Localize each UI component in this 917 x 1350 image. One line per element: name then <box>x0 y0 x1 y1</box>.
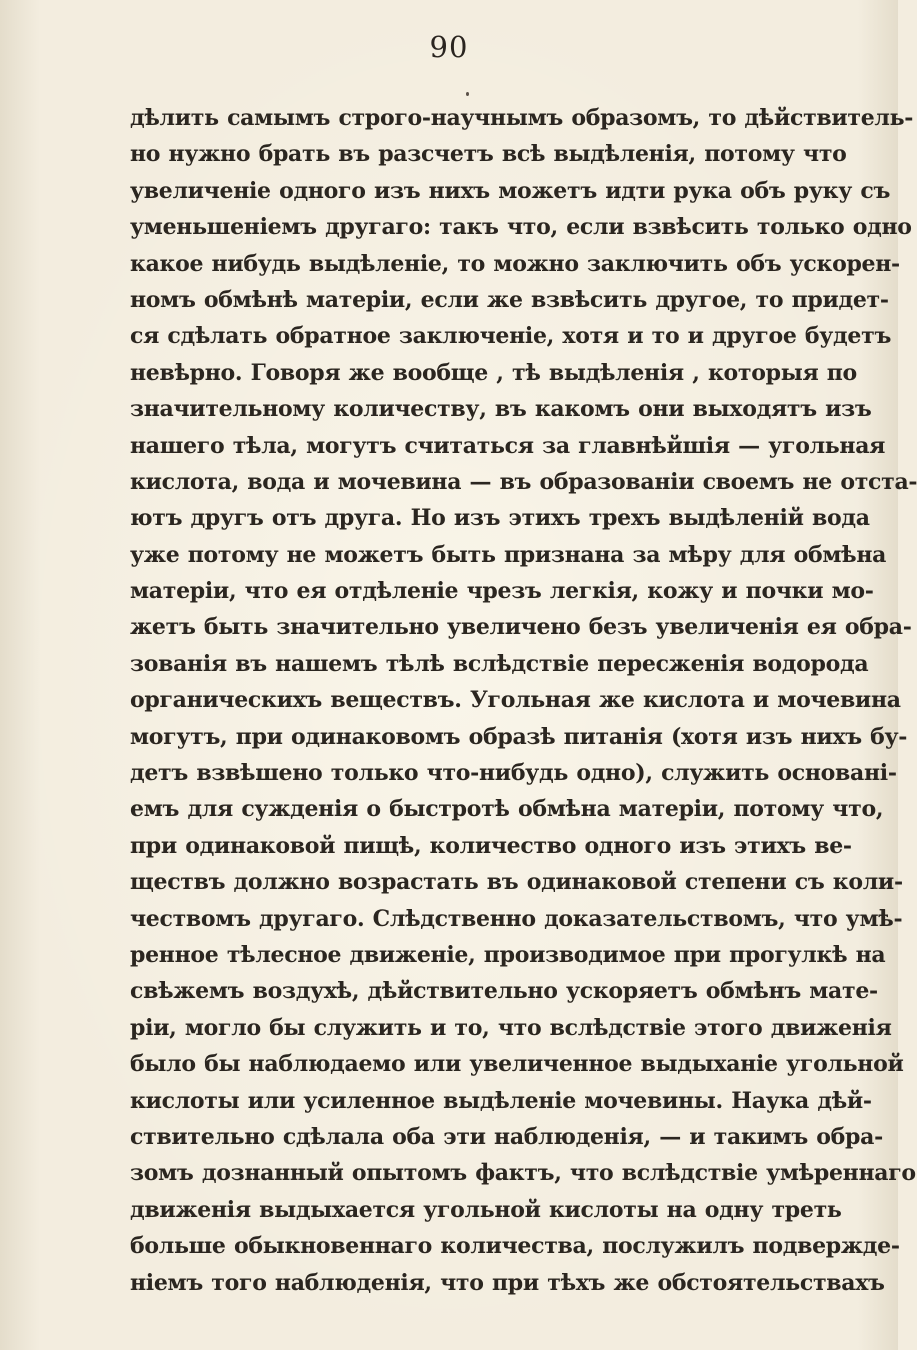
text-line: могутъ, при одинаковомъ образѣ питанія (хотя изъ нихъ бу- <box>130 723 908 750</box>
text-line: матеріи, что ея отдѣленіе чрезъ легкія, кожу и почки мо- <box>130 578 874 605</box>
text-line: свѣжемъ воздухѣ, дѣйствительно ускоряетъ обмѣнъ мате- <box>130 978 878 1005</box>
text-line: уже потому не можетъ быть признана за мѣру для обмѣна <box>130 541 887 568</box>
text-line: больше обыкновеннаго количества, послужилъ подвержде- <box>130 1233 900 1260</box>
text-line: зованія въ нашемъ тѣлѣ вслѣдствіе пересженія водорода <box>130 650 869 677</box>
text-line: ріи, могло бы служить и то, что вслѣдствіе этого движенія <box>130 1014 892 1041</box>
text-line: движенія выдыхается угольной кислоты на одну треть <box>130 1196 842 1223</box>
text-line: дѣлить самымъ строго-научнымъ образомъ, то дѣйствитель- <box>130 105 914 131</box>
text-line: жетъ быть значительно увеличено безъ увеличенія ея обра- <box>130 614 912 641</box>
text-line: кислота, вода и мочевина — въ образованіи своемъ не отста- <box>130 468 917 495</box>
text-line: ствительно сдѣлала оба эти наблюденія, — и такимъ обра- <box>130 1123 883 1150</box>
text-line: но нужно брать въ разсчетъ всѣ выдѣленія, потому что <box>130 141 847 168</box>
text-line: детъ взвѣшено только что-нибудь одно), служить основані- <box>130 760 897 787</box>
text-line: номъ обмѣнѣ матеріи, если же взвѣсить другое, то придет- <box>130 286 889 313</box>
text-line: ютъ другъ отъ друга. Но изъ этихъ трехъ выдѣленій вода <box>130 505 870 532</box>
page-number: 90 <box>429 30 469 64</box>
text-line: какое нибудь выдѣленіе, то можно заключить объ ускорен- <box>130 250 900 277</box>
text-line: ренное тѣлесное движеніе, производимое при прогулкѣ на <box>130 941 886 968</box>
print-speck <box>466 92 469 96</box>
text-line: органическихъ веществъ. Угольная же кислота и мочевина <box>130 687 901 714</box>
text-line: емъ для сужденія о быстротѣ обмѣна матеріи, потому что, <box>130 796 884 823</box>
text-line: кислоты или усиленное выдѣленіе мочевины. Наука дѣй- <box>130 1087 872 1114</box>
text-line: увеличеніе одного изъ нихъ можетъ идти рука объ руку съ <box>130 177 891 204</box>
text-line: ніемъ того наблюденія, что при тѣхъ же обстоятельствахъ <box>130 1269 885 1296</box>
text-line: чествомъ другаго. Слѣдственно доказательствомъ, что умѣ- <box>130 905 903 932</box>
body-text <box>130 100 917 1301</box>
text-line: при одинаковой пищѣ, количество одного изъ этихъ ве- <box>130 832 852 859</box>
text-line: зомъ дознанный опытомъ фактъ, что вслѣдствіе умѣреннаго <box>130 1160 916 1187</box>
text-line: ся сдѣлать обратное заключеніе, хотя и то и другое будетъ <box>130 323 892 350</box>
text-line: ществъ должно возрастать въ одинаковой степени съ коли- <box>130 869 903 896</box>
text-line: невѣрно. Говоря же вообще , тѣ выдѣленія , которыя по <box>130 359 857 386</box>
text-line: уменьшеніемъ другаго: такъ что, если взвѣсить только одно <box>130 214 912 241</box>
text-line: было бы наблюдаемо или увеличенное выдыханіе угольной <box>130 1051 904 1078</box>
text-line: значительному количеству, въ какомъ они выходятъ изъ <box>130 396 872 423</box>
text-line: нашего тѣла, могутъ считаться за главнѣйшія — угольная <box>130 432 886 459</box>
